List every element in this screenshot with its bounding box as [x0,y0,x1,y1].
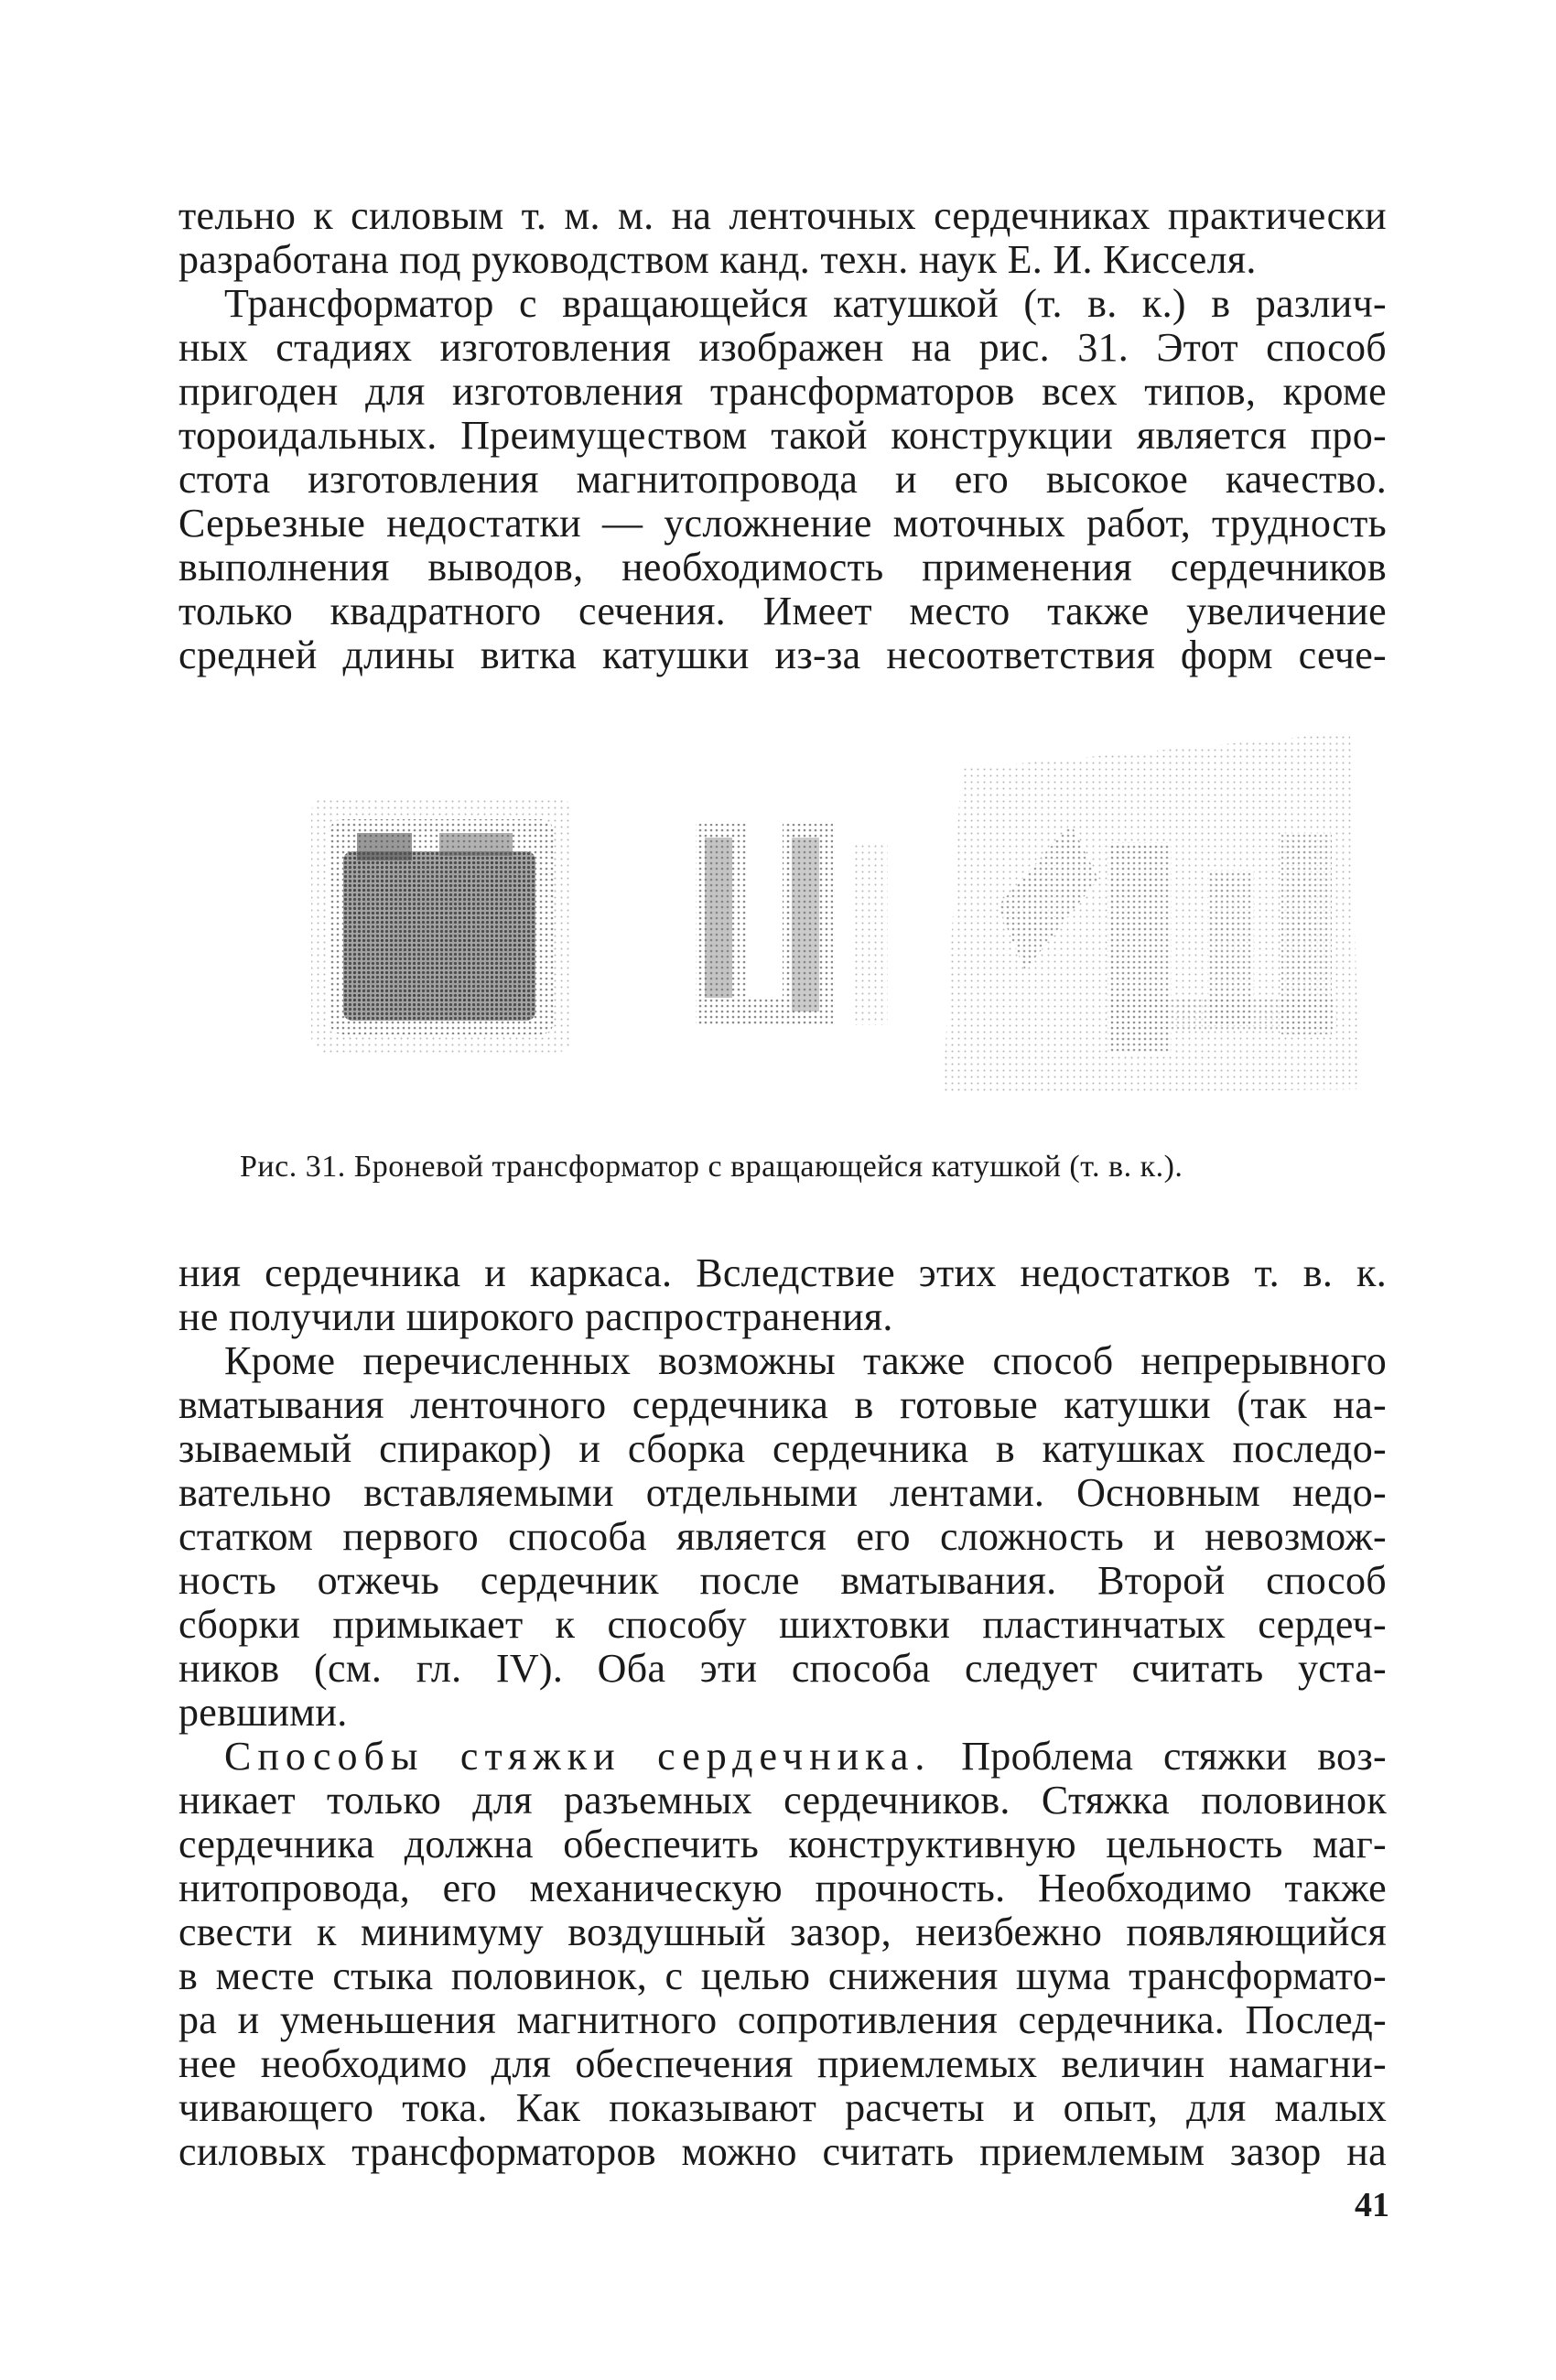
text-line: разработана под руководством канд. техн. наук Е. И. Кисселя. [178,237,1257,282]
text-line: сердечника должна обеспечить конструктивную цельность маг- [178,1822,1387,1866]
coil-block-illustration [311,796,572,1053]
text-line: тороидальных. Преимуществом такой конструкции является про- [178,413,1387,458]
text-line: сборки примыкает к способу шихтовки пластинчатых сердеч- [178,1602,1387,1647]
text-line: ность отжечь сердечник после вматывания. Второй способ [178,1558,1387,1603]
text-line: ра и уменьшения магнитного сопротивления сердечника. Послед- [178,1997,1387,2042]
page-number: 41 [1355,2186,1389,2224]
text-line: вательно вставляемыми отдельными лентами. Основным недо- [178,1470,1387,1515]
text-line: нее необходимо для обеспечения приемлемых величин намагни- [178,2041,1387,2086]
core-halves-illustration [696,824,888,1025]
text-line: зываемый спиракор) и сборка сердечника в катушках последо- [178,1426,1387,1471]
text-line: ников (см. гл. IV). Оба эти способа следует считать уста- [178,1646,1387,1691]
section-run-in-line [224,1735,1387,1779]
text-line: Кроме перечисленных возможны также способ непрерывного [224,1338,1387,1383]
text-line: статком первого способа является его сложность и невозмож- [178,1514,1387,1559]
text-fragment: Проблема стяжки воз- [961,1734,1387,1779]
figure-caption: Рис. 31. Броневой трансформатор с вращающейся катушкой (т. в. к.). [240,1150,1183,1184]
text-line: силовых трансформаторов можно считать приемлемым зазор на [178,2129,1387,2174]
figure-31-image [302,696,1364,1108]
text-line: не получили широкого распространения. [178,1294,893,1339]
text-line: выполнения выводов, необходимость применения сердечников [178,545,1387,590]
text-line: вматывания ленточного сердечника в готовые катушки (так на- [178,1382,1387,1427]
text-line: Трансформатор с вращающейся катушкой (т. в. к.) в различ- [224,281,1387,326]
section-heading: Способы стяжки сердечника. [224,1734,932,1779]
text-line: ревшими. [178,1690,348,1735]
text-line: только квадратного сечения. Имеет место также увеличение [178,589,1387,633]
text-line: нитопровода, его механическую прочность. Необходимо также [178,1866,1387,1910]
text-line: ния сердечника и каркаса. Вследствие этих недостатков т. в. к. [178,1250,1387,1295]
text-line: стота изготовления магнитопровода и его высокое качество. [178,457,1387,502]
text-line: средней длины витка катушки из-за несоответствия форм сече- [178,633,1387,677]
text-line: чивающего тока. Как показывают расчеты и опыт, для малых [178,2085,1387,2130]
text-line: в месте стыка половинок, с целью снижения шума трансформато- [178,1953,1387,1998]
text-line: пригоден для изготовления трансформаторов всех типов, кроме [178,369,1387,414]
text-line: свести к минимуму воздушный зазор, неизбежно появляющийся [178,1909,1387,1954]
assembled-transformer-illustration [943,732,1359,1094]
text-line: Серьезные недостатки — усложнение моточных работ, трудность [178,501,1387,546]
text-line: тельно к силовым т. м. м. на ленточных сердечниках практически [178,193,1387,238]
text-line: никает только для разъемных сердечников. Стяжка половинок [178,1778,1387,1823]
text-line: ных стадиях изготовления изображен на рис. 31. Этот способ [178,325,1387,370]
